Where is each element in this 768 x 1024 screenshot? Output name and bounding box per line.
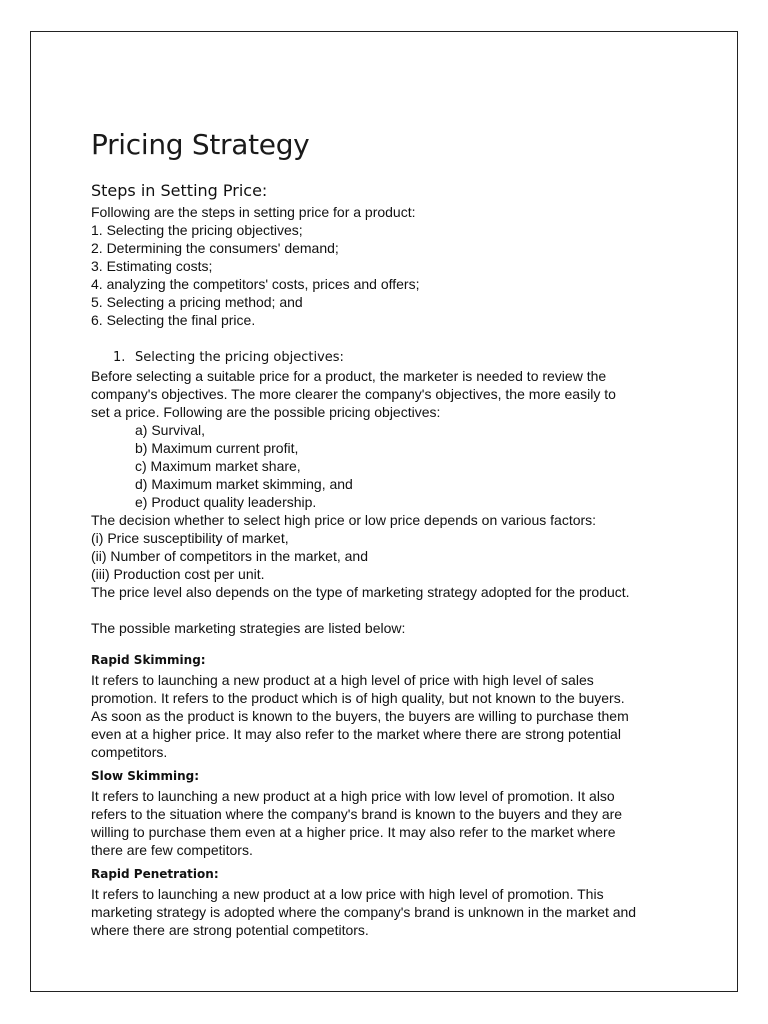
price-level-line: The price level also depends on the type of marketing strategy adopted for the product. <box>91 584 630 600</box>
objectives-heading-text: Selecting the pricing objectives: <box>135 350 344 365</box>
strategy-heading-rapid-penetration: Rapid Penetration: <box>91 867 219 881</box>
strategies-intro: The possible marketing strategies are listed below: <box>91 620 406 636</box>
factor-item: (i) Price susceptibility of market, <box>91 530 289 546</box>
objectives-number: 1. <box>113 350 126 365</box>
paragraph-line: competitors. <box>91 744 168 760</box>
spacer <box>91 601 691 619</box>
step-item: 3. Estimating costs; <box>91 258 213 274</box>
factor-item: (ii) Number of competitors in the market, and <box>91 548 368 564</box>
paragraph-line: there are few competitors. <box>91 842 253 858</box>
objective-item: c) Maximum market share, <box>135 458 301 474</box>
paragraph-line: refers to the situation where the company's brand is known to the buyers and they are <box>91 806 623 822</box>
step-item: 5. Selecting a pricing method; and <box>91 294 303 310</box>
strategy-heading-slow-skimming: Slow Skimming: <box>91 769 200 783</box>
decision-line: The decision whether to select high price or low price depends on various factors: <box>91 512 597 528</box>
step-item: 2. Determining the consumers' demand; <box>91 240 339 256</box>
objective-item: d) Maximum market skimming, and <box>135 476 353 492</box>
paragraph-line: promotion. It refers to the product which is of high quality, but not known to the buyers. <box>91 690 625 706</box>
step-item: 1. Selecting the pricing objectives; <box>91 222 303 238</box>
steps-heading: Steps in Setting Price: <box>91 181 268 200</box>
paragraph-line: As soon as the product is known to the buyers, the buyers are willing to purchase them <box>91 708 629 724</box>
objective-item: e) Product quality leadership. <box>135 494 317 510</box>
paragraph-line: set a price. Following are the possible pricing objectives: <box>91 404 441 420</box>
document-page <box>30 31 738 992</box>
paragraph-line: Before selecting a suitable price for a product, the marketer is needed to review the <box>91 368 607 384</box>
paragraph-line: It refers to launching a new product at a high price with low level of promotion. It also <box>91 788 615 804</box>
factor-item: (iii) Production cost per unit. <box>91 566 265 582</box>
document-content <box>91 127 691 939</box>
paragraph-line: It refers to launching a new product at a high level of price with high level of sales <box>91 672 594 688</box>
paragraph-line: company's objectives. The more clearer the company's objectives, the more easily to <box>91 386 616 402</box>
objective-item: a) Survival, <box>135 422 206 438</box>
strategy-heading-rapid-skimming: Rapid Skimming: <box>91 653 206 667</box>
objectives-heading <box>91 349 691 367</box>
paragraph-line: marketing strategy is adopted where the company's brand is unknown in the market and <box>91 904 637 920</box>
objective-item: b) Maximum current profit, <box>135 440 299 456</box>
steps-intro: Following are the steps in setting price for a product: <box>91 204 416 220</box>
paragraph-line: even at a higher price. It may also refer to the market where there are strong potential <box>91 726 621 742</box>
paragraph-line: It refers to launching a new product at a low price with high level of promotion. This <box>91 886 604 902</box>
step-item: 4. analyzing the competitors' costs, prices and offers; <box>91 276 420 292</box>
paragraph-line: willing to purchase them even at a higher price. It may also refer to the market where <box>91 824 616 840</box>
step-item: 6. Selecting the final price. <box>91 312 256 328</box>
page-title: Pricing Strategy <box>91 128 310 161</box>
paragraph-line: where there are strong potential competitors. <box>91 922 369 938</box>
